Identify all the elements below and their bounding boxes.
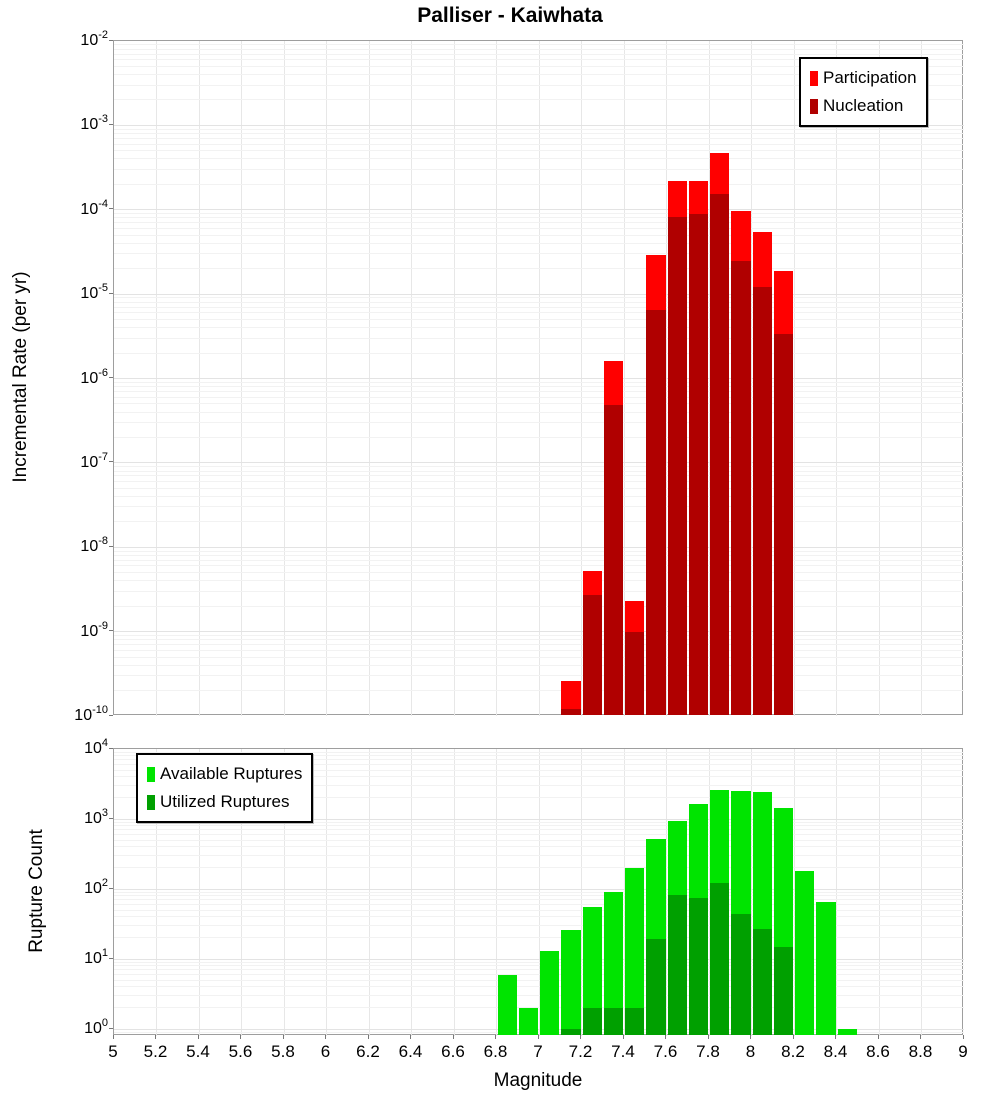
y-tick-mark [109, 208, 113, 209]
x-tick-mark [453, 1035, 454, 1039]
x-tick-mark [963, 1035, 964, 1039]
x-axis-label: Magnitude [493, 1070, 583, 1091]
nucleation-bar [689, 214, 708, 715]
chart-title: Palliser - Kaiwhata [417, 4, 603, 27]
gridline-minor [114, 580, 964, 581]
participation-swatch-icon [810, 71, 818, 86]
gridline-minor [114, 222, 964, 223]
x-tick-mark [878, 1035, 879, 1039]
nucleation-bar [753, 287, 772, 715]
x-tick-label: 5.4 [186, 1042, 210, 1061]
gridline-minor [114, 834, 964, 835]
y-tick-mark [109, 888, 113, 889]
available-ruptures-bar [498, 975, 517, 1035]
nucleation-swatch-icon [810, 99, 818, 114]
gridline-minor [114, 974, 964, 975]
gridline-minor [114, 892, 964, 893]
y-tick-mark [109, 461, 113, 462]
y-tick-label: $10^3$ [84, 806, 108, 828]
gridline-minor [114, 986, 964, 987]
gridline-minor [114, 867, 964, 868]
y-tick-label: $10^{-10}$ [74, 703, 108, 725]
gridline-major [114, 1029, 964, 1030]
gridline-minor [114, 217, 964, 218]
gridline-minor [114, 475, 964, 476]
utilized-ruptures-bar [625, 1008, 644, 1035]
utilized-ruptures-swatch-icon [147, 795, 155, 810]
nucleation-bar [668, 217, 687, 715]
gridline-minor [114, 639, 964, 640]
x-tick-label: 5.6 [228, 1042, 253, 1061]
x-tick-mark [793, 1035, 794, 1039]
gridline-minor [114, 243, 964, 244]
x-tick-mark [580, 1035, 581, 1039]
y-tick-label: $10^{-6}$ [80, 366, 108, 387]
x-tick-label: 8.4 [823, 1042, 848, 1061]
legend-label-participation: Participation [823, 68, 917, 87]
x-tick-mark [240, 1035, 241, 1039]
x-tick-label: 8.8 [908, 1042, 933, 1061]
gridline-minor [114, 54, 964, 55]
x-tick-mark [750, 1035, 751, 1039]
gridline-minor [114, 650, 964, 651]
gridline-minor [114, 606, 964, 607]
gridline-major [114, 631, 964, 632]
gridline-minor [114, 312, 964, 313]
y-tick-label: $10^{-8}$ [80, 535, 108, 556]
y-tick-mark [109, 1028, 113, 1029]
nucleation-bar [604, 405, 623, 715]
gridline-minor [114, 916, 964, 917]
gridline-minor [114, 1007, 964, 1008]
gridline-minor [114, 144, 964, 145]
gridline-minor [114, 297, 964, 298]
x-tick-mark [283, 1035, 284, 1039]
utilized-ruptures-bar [583, 1008, 602, 1035]
gridline-minor [114, 307, 964, 308]
top-plot-incremental-rate [113, 40, 963, 715]
gridline-minor [114, 158, 964, 159]
gridline-minor [114, 969, 964, 970]
gridline-minor [114, 412, 964, 413]
gridline-minor [114, 635, 964, 636]
gridline-major [114, 547, 964, 548]
gridline-minor [114, 353, 964, 354]
y-tick-mark [109, 818, 113, 819]
gridline-minor [114, 657, 964, 658]
x-tick-mark [538, 1035, 539, 1039]
legend-label-nucleation: Nucleation [823, 96, 904, 115]
nucleation-bar [774, 334, 793, 715]
utilized-ruptures-bar [668, 895, 687, 1035]
gridline-major [114, 462, 964, 463]
gridline-minor [114, 422, 964, 423]
gridline-minor [114, 591, 964, 592]
x-tick-mark [368, 1035, 369, 1039]
x-tick-mark [325, 1035, 326, 1039]
x-tick-label: 6.4 [398, 1042, 423, 1061]
gridline-minor [114, 855, 964, 856]
x-tick-label: 6.6 [441, 1042, 465, 1061]
y-tick-label: $10^4$ [84, 736, 108, 758]
y-tick-mark [109, 715, 113, 716]
x-tick-label: 7.4 [611, 1042, 635, 1061]
available-ruptures-swatch-icon [147, 767, 155, 782]
gridline-minor [114, 327, 964, 328]
x-tick-mark [623, 1035, 624, 1039]
gridline-minor [114, 690, 964, 691]
gridline-minor [114, 825, 964, 826]
gridline-minor [114, 129, 964, 130]
gridline-minor [114, 184, 964, 185]
gridline-minor [114, 829, 964, 830]
gridline-minor [114, 235, 964, 236]
y-tick-mark [109, 293, 113, 294]
x-tick-mark [708, 1035, 709, 1039]
y-tick-mark [109, 958, 113, 959]
nucleation-bar [583, 595, 602, 715]
gridline-minor [114, 319, 964, 320]
gridline-minor [114, 437, 964, 438]
gridline-minor [114, 138, 964, 139]
y-tick-label: $10^1$ [84, 946, 108, 968]
y-tick-label: $10^2$ [84, 876, 108, 898]
y-tick-label: $10^{-3}$ [80, 113, 108, 134]
x-tick-label: 5.8 [271, 1042, 295, 1061]
y-tick-mark [109, 40, 113, 41]
gridline-minor [114, 644, 964, 645]
gridline-minor [114, 675, 964, 676]
gridline-major [114, 294, 964, 295]
x-tick-mark [113, 1035, 114, 1039]
gridline-minor [114, 213, 964, 214]
y-tick-label: $10^0$ [84, 1016, 108, 1038]
gridline-minor [114, 488, 964, 489]
x-tick-mark [920, 1035, 921, 1039]
gridline-minor [114, 565, 964, 566]
x-tick-label: 7.2 [568, 1042, 593, 1061]
y-tick-mark [109, 748, 113, 749]
available-ruptures-bar [816, 902, 835, 1035]
legend-item-available-ruptures [147, 760, 302, 788]
utilized-ruptures-bar [710, 883, 729, 1035]
nucleation-bar [561, 709, 580, 715]
top-legend [799, 57, 928, 127]
y-tick-label: $10^{-7}$ [80, 450, 108, 472]
gridline-minor [114, 980, 964, 981]
gridline-minor [114, 521, 964, 522]
legend-item-participation [810, 64, 917, 92]
available-ruptures-bar [795, 871, 814, 1035]
x-tick-label: 6.2 [356, 1042, 380, 1061]
gridline-minor [114, 386, 964, 387]
gridline-minor [114, 846, 964, 847]
gridline-minor [114, 665, 964, 666]
gridline-minor [114, 228, 964, 229]
gridline-minor [114, 560, 964, 561]
y-tick-label: $10^{-2}$ [80, 28, 108, 50]
gridline-minor [114, 481, 964, 482]
nucleation-bar [731, 261, 750, 715]
gridline-minor [114, 253, 964, 254]
gridline-minor [114, 382, 964, 383]
x-tick-label: 8 [745, 1042, 756, 1061]
gridline-minor [114, 506, 964, 507]
x-tick-mark [410, 1035, 411, 1039]
x-tick-mark [495, 1035, 496, 1039]
utilized-ruptures-bar [753, 929, 772, 1035]
available-ruptures-bar [561, 930, 580, 1035]
top-y-axis-label: Incremental Rate (per yr) [10, 271, 31, 483]
gridline-minor [114, 133, 964, 134]
y-tick-label: $10^{-5}$ [80, 281, 108, 303]
gridline-minor [114, 555, 964, 556]
x-tick-label: 6.8 [483, 1042, 508, 1061]
gridline-major [114, 959, 964, 960]
gridline-minor [114, 496, 964, 497]
gridline-minor [114, 904, 964, 905]
gridline-minor [114, 397, 964, 398]
x-tick-label: 8.6 [866, 1042, 890, 1061]
gridline-minor [114, 44, 964, 45]
available-ruptures-bar [519, 1008, 538, 1035]
gridline-minor [114, 49, 964, 50]
y-tick-mark [109, 546, 113, 547]
gridline-minor [114, 840, 964, 841]
nucleation-bar [646, 310, 665, 715]
y-tick-label: $10^{-4}$ [80, 197, 108, 218]
gridline-minor [114, 965, 964, 966]
gridline-major [114, 209, 964, 210]
gridline-major [114, 378, 964, 379]
gridline-minor [114, 471, 964, 472]
gridline-minor [114, 895, 964, 896]
gridline-minor [114, 169, 964, 170]
x-tick-mark [835, 1035, 836, 1039]
gridline-minor [114, 910, 964, 911]
gridline-minor [114, 551, 964, 552]
gridline-minor [114, 572, 964, 573]
gridline-minor [114, 899, 964, 900]
gridline-minor [114, 1032, 964, 1033]
available-ruptures-bar [540, 951, 559, 1035]
gridline-minor [114, 403, 964, 404]
x-tick-mark [665, 1035, 666, 1039]
y-tick-mark [109, 377, 113, 378]
y-tick-mark [109, 630, 113, 631]
legend-item-utilized-ruptures [147, 788, 302, 816]
utilized-ruptures-bar [604, 1008, 623, 1035]
gridline-minor [114, 962, 964, 963]
gridline-minor [114, 268, 964, 269]
gridline-minor [114, 150, 964, 151]
gridline-minor [114, 391, 964, 392]
utilized-ruptures-bar [561, 1029, 580, 1035]
bottom-legend [136, 753, 313, 823]
x-tick-mark [155, 1035, 156, 1039]
bottom-y-axis-label: Rupture Count [26, 829, 47, 953]
x-tick-label: 5 [108, 1042, 118, 1061]
legend-item-nucleation [810, 92, 917, 120]
x-tick-label: 7.6 [653, 1042, 678, 1061]
gridline-major [114, 889, 964, 890]
legend-label-utilized-ruptures: Utilized Ruptures [160, 792, 290, 811]
gridline-minor [114, 466, 964, 467]
x-tick-label: 7 [533, 1042, 543, 1061]
utilized-ruptures-bar [774, 947, 793, 1035]
nucleation-bar [710, 194, 729, 715]
utilized-ruptures-bar [731, 914, 750, 1035]
gridline-minor [114, 338, 964, 339]
utilized-ruptures-bar [646, 939, 665, 1035]
nucleation-bar [625, 632, 644, 715]
available-ruptures-bar [838, 1029, 857, 1035]
x-tick-mark [198, 1035, 199, 1039]
x-tick-label: 5.2 [143, 1042, 168, 1061]
gridline-minor [114, 302, 964, 303]
legend-label-available-ruptures: Available Ruptures [160, 764, 303, 783]
gridline-minor [114, 925, 964, 926]
x-tick-label: 9 [958, 1042, 968, 1061]
gridline-minor [114, 937, 964, 938]
x-tick-label: 8.2 [781, 1042, 805, 1061]
y-tick-label: $10^{-9}$ [80, 619, 108, 640]
y-tick-mark [109, 124, 113, 125]
gridline-minor [114, 995, 964, 996]
x-tick-label: 6 [320, 1042, 331, 1061]
utilized-ruptures-bar [689, 898, 708, 1035]
x-tick-label: 7.8 [696, 1042, 720, 1061]
